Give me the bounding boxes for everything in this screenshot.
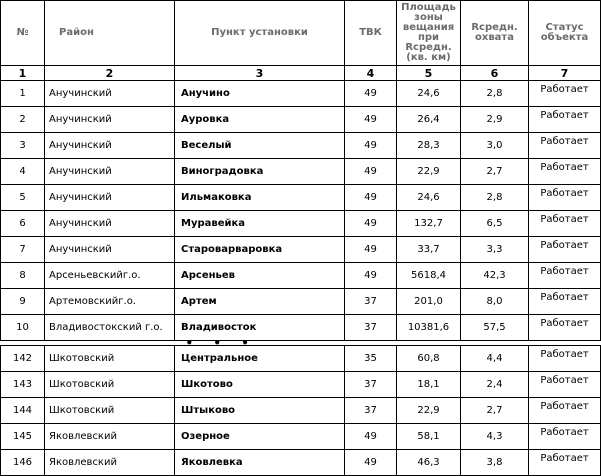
cell-num: 7	[1, 237, 45, 263]
cell-tvk: 49	[345, 450, 397, 476]
cell-tvk: 37	[345, 398, 397, 424]
cell-radius: 2,4	[461, 372, 529, 398]
cell-district: Владивостокский г.о.	[45, 315, 175, 341]
cell-status: Работает	[529, 133, 601, 159]
table-row	[1, 159, 601, 185]
cell-place: Центральное	[175, 346, 345, 372]
cell-place: Староварваровка	[175, 237, 345, 263]
cell-tvk: 49	[345, 133, 397, 159]
cell-district: Шкотовский	[45, 398, 175, 424]
cell-district: Анучинский	[45, 237, 175, 263]
cell-tvk: 49	[345, 159, 397, 185]
cell-place: Муравейка	[175, 211, 345, 237]
table-row	[1, 237, 601, 263]
cell-num: 6	[1, 211, 45, 237]
column-number: 4	[345, 66, 397, 81]
cell-num: 146	[1, 450, 45, 476]
cell-tvk: 37	[345, 315, 397, 341]
cell-area: 28,3	[397, 133, 461, 159]
column-number: 5	[397, 66, 461, 81]
table-row	[1, 81, 601, 107]
cell-num: 8	[1, 263, 45, 289]
cell-district: Яковлевский	[45, 450, 175, 476]
cell-status: Работает	[529, 398, 601, 424]
cell-area: 18,1	[397, 372, 461, 398]
column-number: 6	[461, 66, 529, 81]
cell-area: 22,9	[397, 398, 461, 424]
cell-radius: 2,7	[461, 398, 529, 424]
column-number: 1	[1, 66, 45, 81]
cell-tvk: 49	[345, 424, 397, 450]
cell-tvk: 49	[345, 237, 397, 263]
table-row	[1, 450, 601, 476]
cell-num: 9	[1, 289, 45, 315]
cell-district: Артемовскийг.о.	[45, 289, 175, 315]
cell-district: Анучинский	[45, 107, 175, 133]
cell-status: Работает	[529, 107, 601, 133]
cell-place: Яковлевка	[175, 450, 345, 476]
table-row	[1, 424, 601, 450]
cell-place: Веселый	[175, 133, 345, 159]
cell-place: Ауровка	[175, 107, 345, 133]
table-row	[1, 211, 601, 237]
cell-district: Анучинский	[45, 133, 175, 159]
cell-district: Анучинский	[45, 81, 175, 107]
cell-district: Шкотовский	[45, 372, 175, 398]
cell-place: Виноградовка	[175, 159, 345, 185]
cell-radius: 4,4	[461, 346, 529, 372]
cell-area: 33,7	[397, 237, 461, 263]
cell-radius: 6,5	[461, 211, 529, 237]
cell-radius: 3,8	[461, 450, 529, 476]
cell-district: Шкотовский	[45, 346, 175, 372]
column-number: 7	[529, 66, 601, 81]
cell-area: 58,1	[397, 424, 461, 450]
header-status: Статус объекта	[529, 1, 601, 66]
cell-status: Работает	[529, 237, 601, 263]
cell-area: 24,6	[397, 81, 461, 107]
cell-radius: 3,3	[461, 237, 529, 263]
cell-area: 46,3	[397, 450, 461, 476]
cell-area: 26,4	[397, 107, 461, 133]
cell-num: 143	[1, 372, 45, 398]
column-number: 3	[175, 66, 345, 81]
cell-radius: 2,8	[461, 81, 529, 107]
cell-tvk: 49	[345, 263, 397, 289]
cell-area: 5618,4	[397, 263, 461, 289]
cell-status: Работает	[529, 289, 601, 315]
cell-district: Анучинский	[45, 159, 175, 185]
cell-num: 2	[1, 107, 45, 133]
cell-radius: 42,3	[461, 263, 529, 289]
header-area: Площадь зоны вещания при Rсредн. (кв. км)	[397, 1, 461, 66]
table-row	[1, 133, 601, 159]
cell-radius: 2,7	[461, 159, 529, 185]
cell-num: 142	[1, 346, 45, 372]
cell-radius: 57,5	[461, 315, 529, 341]
cell-area: 10381,6	[397, 315, 461, 341]
header-radius: Rсредн. охвата	[461, 1, 529, 66]
cell-radius: 3,0	[461, 133, 529, 159]
header-tvk: ТВК	[345, 1, 397, 66]
ellipsis-dots: • • •	[185, 336, 257, 350]
cell-area: 132,7	[397, 211, 461, 237]
cell-area: 60,8	[397, 346, 461, 372]
header-place: Пункт установки	[175, 1, 345, 66]
cell-tvk: 35	[345, 346, 397, 372]
cell-place: Артем	[175, 289, 345, 315]
cell-status: Работает	[529, 450, 601, 476]
column-number: 2	[45, 66, 175, 81]
cell-place: Арсеньев	[175, 263, 345, 289]
cell-status: Работает	[529, 315, 601, 341]
table-row	[1, 185, 601, 211]
cell-num: 5	[1, 185, 45, 211]
cell-tvk: 49	[345, 185, 397, 211]
cell-area: 201,0	[397, 289, 461, 315]
cell-tvk: 49	[345, 211, 397, 237]
cell-place: Шкотово	[175, 372, 345, 398]
cell-num: 4	[1, 159, 45, 185]
table-header-row	[1, 1, 601, 66]
column-numbers-row	[1, 66, 601, 81]
cell-num: 144	[1, 398, 45, 424]
cell-num: 145	[1, 424, 45, 450]
table-row	[1, 315, 601, 341]
cell-place: Анучино	[175, 81, 345, 107]
cell-status: Работает	[529, 372, 601, 398]
cell-district: Анучинский	[45, 211, 175, 237]
cell-tvk: 49	[345, 107, 397, 133]
cell-status: Работает	[529, 211, 601, 237]
cell-tvk: 49	[345, 81, 397, 107]
ellipsis-row	[1, 341, 601, 346]
table-row	[1, 289, 601, 315]
ellipsis-cell	[1, 336, 601, 350]
header-num: №	[1, 1, 45, 66]
cell-num: 10	[1, 315, 45, 341]
table-row	[1, 263, 601, 289]
header-district: Район	[45, 1, 175, 66]
cell-status: Работает	[529, 263, 601, 289]
cell-district: Яковлевский	[45, 424, 175, 450]
table-row	[1, 398, 601, 424]
cell-status: Работает	[529, 81, 601, 107]
cell-district: Арсеньевскийг.о.	[45, 263, 175, 289]
cell-district: Анучинский	[45, 185, 175, 211]
cell-radius: 2,9	[461, 107, 529, 133]
table-row	[1, 372, 601, 398]
cell-status: Работает	[529, 346, 601, 372]
cell-status: Работает	[529, 424, 601, 450]
cell-area: 22,9	[397, 159, 461, 185]
cell-radius: 2,8	[461, 185, 529, 211]
cell-tvk: 37	[345, 289, 397, 315]
cell-place: Ильмаковка	[175, 185, 345, 211]
cell-place: Владивосток	[175, 315, 345, 341]
cell-radius: 4,3	[461, 424, 529, 450]
cell-area: 24,6	[397, 185, 461, 211]
cell-place: Штыково	[175, 398, 345, 424]
table-row	[1, 346, 601, 372]
cell-radius: 8,0	[461, 289, 529, 315]
cell-status: Работает	[529, 159, 601, 185]
cell-status: Работает	[529, 185, 601, 211]
table-row	[1, 107, 601, 133]
cell-num: 3	[1, 133, 45, 159]
cell-tvk: 37	[345, 372, 397, 398]
cell-place: Озерное	[175, 424, 345, 450]
cell-num: 1	[1, 81, 45, 107]
